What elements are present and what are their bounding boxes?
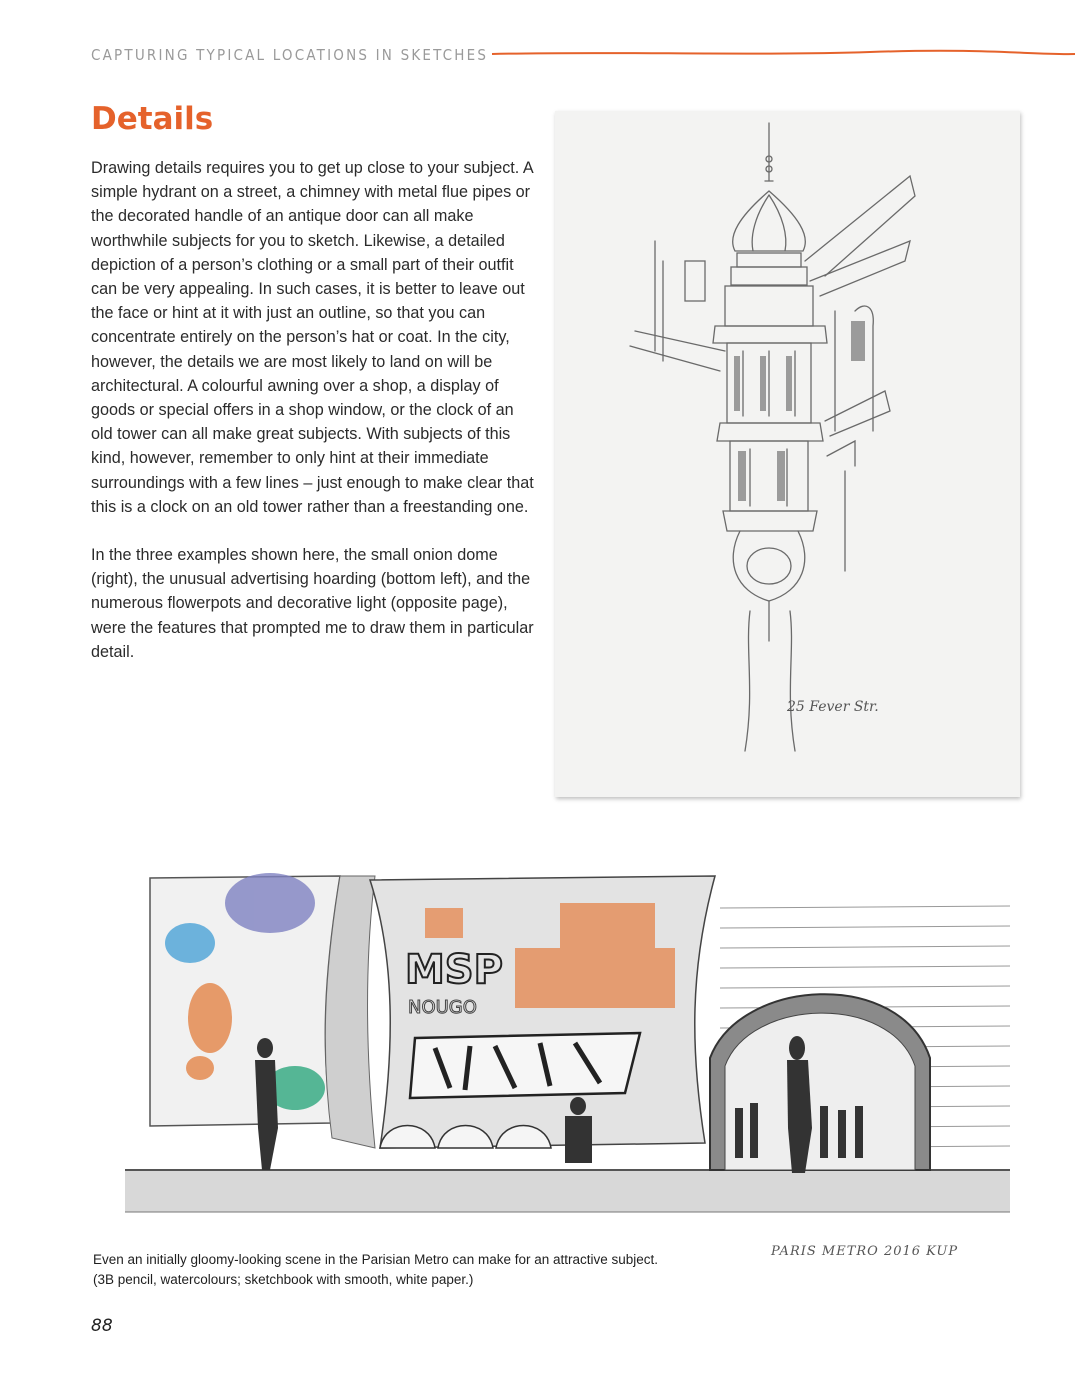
caption-line: (3B pencil, watercolours; sketchbook with smooth, white paper.) (93, 1272, 474, 1287)
metro-benches (380, 1126, 551, 1149)
graffiti-nougo: NOUGO (408, 997, 477, 1018)
paragraph: In the three examples shown here, the small onion dome (right), the unusual advertising hoarding (bottom left), and the numerous flowerpots and decorative light (opposite page), were the features that prompted me to draw them in particular detail. (91, 546, 534, 661)
figure-caption (93, 1250, 753, 1290)
onion-dome-sketch (555, 111, 1020, 797)
paris-metro-sketch (120, 848, 1020, 1243)
section-title: Details (91, 101, 214, 137)
graffiti-msp: MSP (405, 947, 503, 993)
body-text (91, 156, 536, 688)
header-rule (490, 46, 1075, 66)
dome-signature: 25 Fever Str. (787, 699, 879, 715)
running-title: CAPTURING TYPICAL LOCATIONS IN SKETCHES (91, 46, 489, 64)
paragraph: Drawing details requires you to get up close to your subject. A simple hydrant on a street, a chimney with metal flue pipes or the decorated handle of an antique door can all make worthwhile subjects for you to sketch. Likewise, a detailed depiction of a person’s clothing or a small part of their outfit can be very appealing. In such cases, it is better to leave out the face or hint at it with just an outline, so that you can concentrate entirely on the person’s hat or coat. In the city, however, the details we are most likely to land on will be architectural. A colourful awning over a shop, a display of goods or special offers in a shop window, or the clock of an old tower can all make great subjects. With subjects of this kind, however, remember to only hint at their immediate surroundings with a few lines – just enough to make clear that this is a clock on an old tower rather than a freestanding one. (91, 159, 534, 516)
onion-dome-drawing (555, 111, 1020, 797)
caption-line: Even an initially gloomy-looking scene in the Parisian Metro can make for an attractive subject. (93, 1252, 659, 1267)
page-number: 88 (91, 1316, 113, 1336)
metro-signature: PARIS METRO 2016 KUP (771, 1244, 959, 1259)
